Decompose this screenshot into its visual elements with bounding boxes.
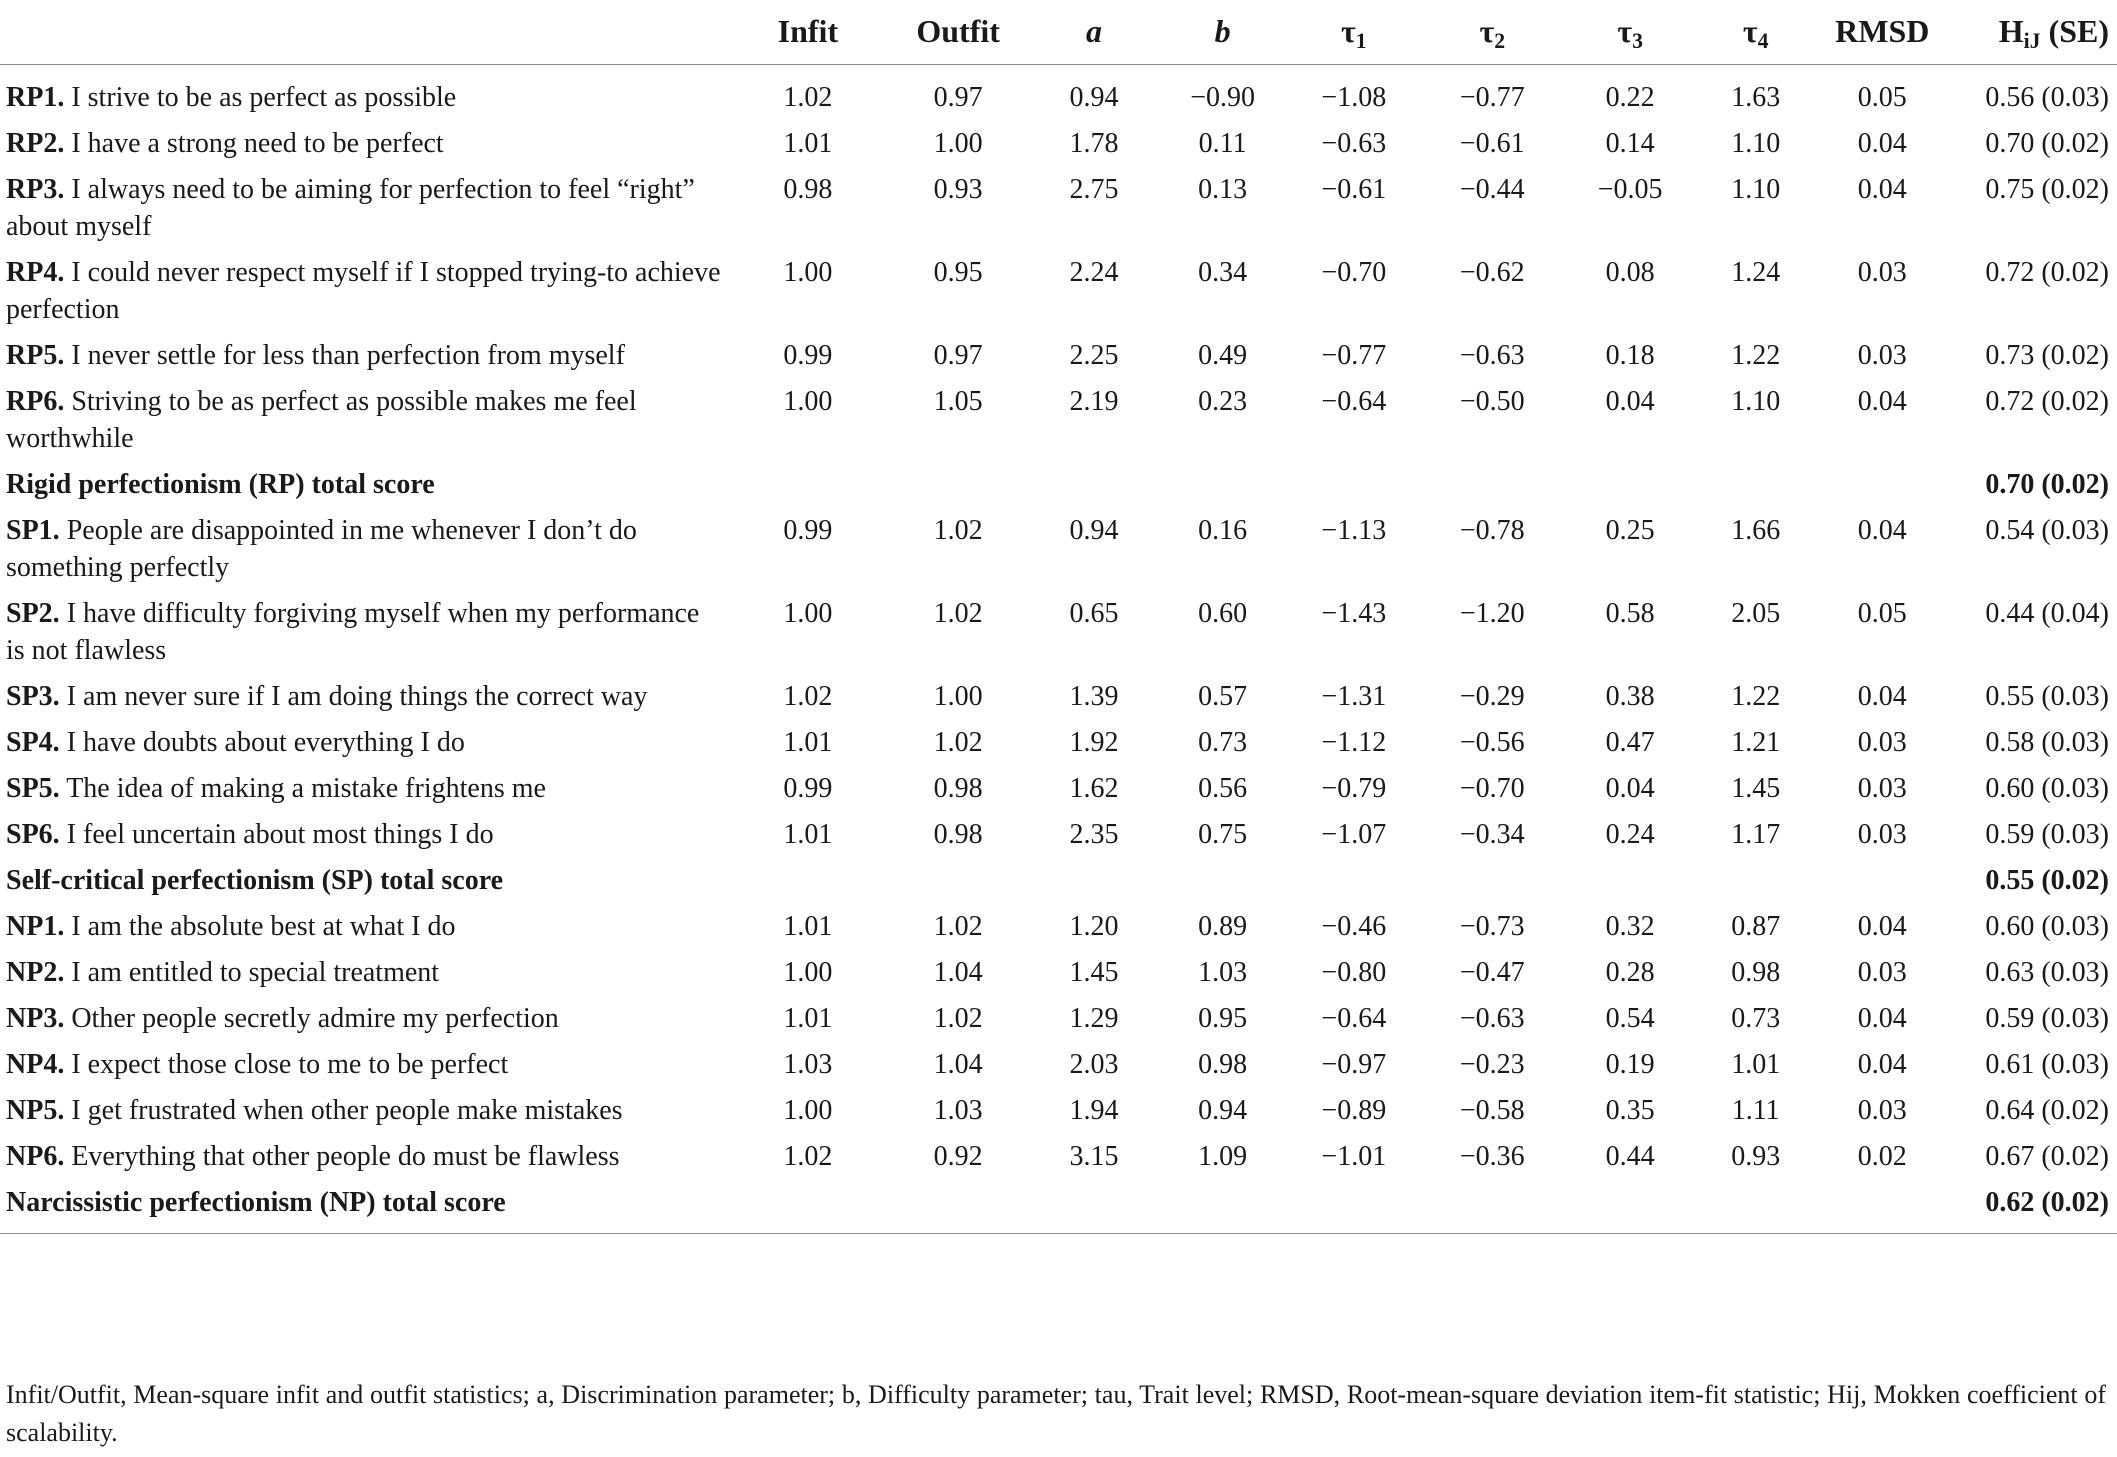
infit-cell: 1.02 (783, 681, 833, 712)
rmsd-cell: 0.04 (1857, 681, 1907, 712)
a-cell: 1.92 (1069, 727, 1119, 758)
tau3-cell: 0.19 (1605, 1049, 1655, 1080)
item-code: SP1. (6, 515, 60, 546)
item-text: People are disappointed in me whenever I don’t do something perfectly (6, 515, 637, 583)
a-cell: 0.94 (1069, 515, 1119, 546)
table-row (0, 167, 2117, 250)
tau1-cell: −1.31 (1321, 681, 1387, 712)
rmsd-cell: 0.04 (1857, 128, 1907, 159)
outfit-cell: 1.02 (933, 598, 983, 629)
rmsd-cell: 0.05 (1857, 598, 1907, 629)
item-code: NP5. (6, 1095, 65, 1126)
total-hij-sp: 0.55 (0.02) (1985, 865, 2109, 896)
item-cell (0, 812, 727, 858)
item-text: I am never sure if I am doing things the correct way (66, 681, 648, 712)
total-row-np (0, 1180, 2117, 1234)
a-cell: 3.15 (1069, 1141, 1119, 1172)
table-row (0, 250, 2117, 333)
item-cell (0, 333, 727, 379)
b-cell: 0.11 (1198, 128, 1247, 159)
outfit-cell: 1.02 (933, 515, 983, 546)
tau3-cell: 0.22 (1605, 82, 1655, 113)
tau4-cell: 1.10 (1731, 386, 1781, 417)
rmsd-cell: 0.04 (1857, 174, 1907, 205)
outfit-cell: 0.97 (933, 82, 983, 113)
hij-cell: 0.72 (0.02) (1985, 386, 2109, 417)
infit-cell: 1.01 (783, 911, 833, 942)
a-cell: 0.65 (1069, 598, 1119, 629)
tau2-cell: −0.63 (1459, 1003, 1525, 1034)
tau4-cell: 0.87 (1731, 911, 1781, 942)
item-cell (0, 65, 727, 122)
item-text: The idea of making a mistake frightens me (66, 773, 546, 804)
table-row (0, 766, 2117, 812)
tau4-cell: 1.22 (1731, 681, 1781, 712)
a-cell: 1.20 (1069, 911, 1119, 942)
tau3-cell: 0.24 (1605, 819, 1655, 850)
item-cell (0, 904, 727, 950)
b-cell: 0.34 (1198, 257, 1248, 288)
tau1-cell: −0.77 (1321, 340, 1387, 371)
table-row (0, 1134, 2117, 1180)
header-tau3-symbol: τ (1617, 12, 1633, 49)
tau3-cell: 0.35 (1605, 1095, 1655, 1126)
total-label-np: Narcissistic perfectionism (NP) total score (0, 1180, 1952, 1234)
item-text: I am entitled to special treatment (71, 957, 440, 988)
item-text: I never settle for less than perfection from myself (71, 340, 625, 371)
item-cell (0, 167, 727, 250)
outfit-cell: 1.04 (933, 1049, 983, 1080)
header-tau1 (1284, 0, 1423, 65)
infit-cell: 1.01 (783, 128, 833, 159)
item-cell (0, 766, 727, 812)
item-cell (0, 591, 727, 674)
b-cell: 0.56 (1198, 773, 1248, 804)
tau3-cell: 0.28 (1605, 957, 1655, 988)
header-a: a (1027, 0, 1161, 65)
b-cell: 0.89 (1198, 911, 1248, 942)
table-row (0, 720, 2117, 766)
hij-cell: 0.67 (0.02) (1985, 1141, 2109, 1172)
tau4-cell: 1.01 (1731, 1049, 1781, 1080)
rmsd-cell: 0.04 (1857, 515, 1907, 546)
item-cell (0, 379, 727, 462)
tau1-cell: −0.64 (1321, 386, 1387, 417)
tau4-cell: 1.24 (1731, 257, 1781, 288)
infit-cell: 1.00 (783, 598, 833, 629)
rmsd-cell: 0.03 (1857, 727, 1907, 758)
b-cell: 0.75 (1198, 819, 1248, 850)
hij-cell: 0.60 (0.03) (1985, 911, 2109, 942)
rmsd-cell: 0.03 (1857, 1095, 1907, 1126)
item-code: NP4. (6, 1049, 65, 1080)
item-text: I feel uncertain about most things I do (66, 819, 494, 850)
b-cell: 0.49 (1198, 340, 1248, 371)
item-code: NP2. (6, 957, 65, 988)
tau3-cell: 0.47 (1605, 727, 1655, 758)
tau1-cell: −1.08 (1321, 82, 1387, 113)
tau4-cell: 1.10 (1731, 174, 1781, 205)
b-cell: −0.90 (1190, 82, 1255, 113)
infit-cell: 0.99 (783, 773, 833, 804)
hij-cell: 0.61 (0.03) (1985, 1049, 2109, 1080)
item-cell (0, 996, 727, 1042)
rmsd-cell: 0.03 (1857, 257, 1907, 288)
b-cell: 0.60 (1198, 598, 1248, 629)
tau1-cell: −0.80 (1321, 957, 1387, 988)
item-cell (0, 121, 727, 167)
a-cell: 1.78 (1069, 128, 1119, 159)
hij-cell: 0.58 (0.03) (1985, 727, 2109, 758)
a-cell: 0.94 (1069, 82, 1119, 113)
infit-cell: 1.00 (783, 386, 833, 417)
item-text: Other people secretly admire my perfection (71, 1003, 559, 1034)
header-hij-symbol: H (1998, 12, 2024, 49)
tau3-cell: 0.44 (1605, 1141, 1655, 1172)
b-cell: 1.09 (1198, 1141, 1248, 1172)
hij-cell: 0.70 (0.02) (1985, 128, 2109, 159)
tau1-cell: −1.01 (1321, 1141, 1387, 1172)
item-code: SP5. (6, 773, 60, 804)
hij-cell: 0.54 (0.03) (1985, 515, 2109, 546)
table-row (0, 674, 2117, 720)
tau4-cell: 1.21 (1731, 727, 1781, 758)
hij-cell: 0.72 (0.02) (1985, 257, 2109, 288)
tau3-cell: 0.04 (1605, 386, 1655, 417)
table-row (0, 950, 2117, 996)
header-b: b (1161, 0, 1285, 65)
tau1-cell: −1.12 (1321, 727, 1387, 758)
item-cell (0, 674, 727, 720)
b-cell: 0.16 (1198, 515, 1248, 546)
header-hij-sub: iJ (2023, 28, 2041, 53)
tau4-cell: 1.10 (1731, 128, 1781, 159)
infit-cell: 1.01 (783, 727, 833, 758)
tau4-cell: 1.11 (1731, 1095, 1780, 1126)
item-code: NP3. (6, 1003, 65, 1034)
outfit-cell: 0.95 (933, 257, 983, 288)
outfit-cell: 1.00 (933, 681, 983, 712)
tau3-cell: 0.18 (1605, 340, 1655, 371)
outfit-cell: 0.97 (933, 340, 983, 371)
item-code: NP1. (6, 911, 65, 942)
b-cell: 0.13 (1198, 174, 1248, 205)
item-text: I have difficulty forgiving myself when my performance is not flawless (6, 598, 700, 666)
table-row (0, 65, 2117, 122)
item-cell (0, 508, 727, 591)
outfit-cell: 0.93 (933, 174, 983, 205)
tau1-cell: −0.97 (1321, 1049, 1387, 1080)
tau2-cell: −0.70 (1459, 773, 1525, 804)
outfit-cell: 1.04 (933, 957, 983, 988)
header-tau3 (1561, 0, 1699, 65)
tau4-cell: 0.98 (1731, 957, 1781, 988)
item-cell (0, 1042, 727, 1088)
b-cell: 1.03 (1198, 957, 1248, 988)
infit-cell: 1.00 (783, 957, 833, 988)
table-row (0, 121, 2117, 167)
item-cell (0, 1088, 727, 1134)
infit-cell: 1.01 (783, 819, 833, 850)
outfit-cell: 1.00 (933, 128, 983, 159)
tau2-cell: −0.47 (1459, 957, 1525, 988)
a-cell: 2.25 (1069, 340, 1119, 371)
tau1-cell: −1.07 (1321, 819, 1387, 850)
tau2-cell: −0.62 (1459, 257, 1525, 288)
hij-cell: 0.75 (0.02) (1985, 174, 2109, 205)
header-tau1-sub: 1 (1355, 28, 1367, 53)
rmsd-cell: 0.02 (1857, 1141, 1907, 1172)
tau1-cell: −0.63 (1321, 128, 1387, 159)
item-code: RP1. (6, 82, 65, 113)
tau2-cell: −0.63 (1459, 340, 1525, 371)
table-row (0, 812, 2117, 858)
item-code: RP4. (6, 257, 65, 288)
table-row (0, 379, 2117, 462)
header-tau2 (1423, 0, 1561, 65)
tau2-cell: −0.56 (1459, 727, 1525, 758)
table-row (0, 996, 2117, 1042)
tau2-cell: −0.73 (1459, 911, 1525, 942)
infit-cell: 0.99 (783, 340, 833, 371)
b-cell: 0.94 (1198, 1095, 1248, 1126)
rmsd-cell: 0.04 (1857, 1049, 1907, 1080)
tau1-cell: −0.79 (1321, 773, 1387, 804)
item-code: SP4. (6, 727, 60, 758)
item-text: Striving to be as perfect as possible makes me feel worthwhile (6, 386, 637, 454)
hij-cell: 0.64 (0.02) (1985, 1095, 2109, 1126)
item-cell (0, 250, 727, 333)
tau4-cell: 1.22 (1731, 340, 1781, 371)
tau3-cell: −0.05 (1597, 174, 1663, 205)
outfit-cell: 1.02 (933, 727, 983, 758)
tau3-cell: 0.58 (1605, 598, 1655, 629)
table-row (0, 904, 2117, 950)
b-cell: 0.95 (1198, 1003, 1248, 1034)
tau2-cell: −0.44 (1459, 174, 1525, 205)
tau1-cell: −1.43 (1321, 598, 1387, 629)
item-text: Everything that other people do must be flawless (71, 1141, 620, 1172)
table-row (0, 1088, 2117, 1134)
header-tau4-sub: 4 (1757, 28, 1769, 53)
a-cell: 1.39 (1069, 681, 1119, 712)
table-row (0, 333, 2117, 379)
rmsd-cell: 0.05 (1857, 82, 1907, 113)
tau3-cell: 0.25 (1605, 515, 1655, 546)
rmsd-cell: 0.04 (1857, 911, 1907, 942)
hij-cell: 0.55 (0.03) (1985, 681, 2109, 712)
rmsd-cell: 0.04 (1857, 386, 1907, 417)
outfit-cell: 1.03 (933, 1095, 983, 1126)
tau2-cell: −0.50 (1459, 386, 1525, 417)
item-code: SP3. (6, 681, 60, 712)
table-row (0, 508, 2117, 591)
b-cell: 0.57 (1198, 681, 1248, 712)
tau2-cell: −0.34 (1459, 819, 1525, 850)
a-cell: 2.35 (1069, 819, 1119, 850)
tau1-cell: −0.61 (1321, 174, 1387, 205)
table-row (0, 1042, 2117, 1088)
header-tau1-symbol: τ (1341, 12, 1356, 49)
infit-cell: 0.99 (783, 515, 833, 546)
header-infit: Infit (727, 0, 890, 65)
a-cell: 1.29 (1069, 1003, 1119, 1034)
a-cell: 2.03 (1069, 1049, 1119, 1080)
tau3-cell: 0.32 (1605, 911, 1655, 942)
item-cell (0, 720, 727, 766)
tau3-cell: 0.54 (1605, 1003, 1655, 1034)
item-code: RP6. (6, 386, 65, 417)
b-cell: 0.23 (1198, 386, 1248, 417)
total-hij-rp: 0.70 (0.02) (1985, 469, 2109, 500)
hij-cell: 0.59 (0.03) (1985, 819, 2109, 850)
hij-cell: 0.60 (0.03) (1985, 773, 2109, 804)
header-item (0, 0, 727, 65)
outfit-cell: 1.05 (933, 386, 983, 417)
tau2-cell: −0.78 (1459, 515, 1525, 546)
tau4-cell: 0.73 (1731, 1003, 1781, 1034)
item-code: NP6. (6, 1141, 65, 1172)
b-cell: 0.98 (1198, 1049, 1248, 1080)
item-text: I have a strong need to be perfect (71, 128, 444, 159)
a-cell: 1.62 (1069, 773, 1119, 804)
tau4-cell: 1.17 (1731, 819, 1781, 850)
item-text: I expect those close to me to be perfect (71, 1049, 509, 1080)
infit-cell: 1.01 (783, 1003, 833, 1034)
a-cell: 1.45 (1069, 957, 1119, 988)
header-tau2-symbol: τ (1479, 12, 1495, 49)
header-outfit: Outfit (889, 0, 1027, 65)
item-text: I always need to be aiming for perfection to feel “right” about myself (6, 174, 695, 242)
tau1-cell: −1.13 (1321, 515, 1387, 546)
hij-cell: 0.56 (0.03) (1985, 82, 2109, 113)
tau3-cell: 0.14 (1605, 128, 1655, 159)
total-row-rp (0, 462, 2117, 508)
outfit-cell: 0.98 (933, 773, 983, 804)
total-label-sp: Self-critical perfectionism (SP) total score (6, 865, 504, 896)
tau2-cell: −0.29 (1459, 681, 1525, 712)
item-text: I could never respect myself if I stopped trying-to achieve perfection (6, 257, 721, 325)
header-rmsd: RMSD (1812, 0, 1952, 65)
tau2-cell: −1.20 (1459, 598, 1525, 629)
tau2-cell: −0.36 (1459, 1141, 1525, 1172)
infit-cell: 0.98 (783, 174, 833, 205)
tau4-cell: 1.66 (1731, 515, 1781, 546)
outfit-cell: 1.02 (933, 1003, 983, 1034)
total-hij-np: 0.62 (0.02) (1952, 1180, 2117, 1234)
tau1-cell: −0.46 (1321, 911, 1387, 942)
table-row (0, 591, 2117, 674)
tau1-cell: −0.64 (1321, 1003, 1387, 1034)
header-tau3-sub: 3 (1632, 28, 1643, 53)
a-cell: 2.19 (1069, 386, 1119, 417)
item-text: I am the absolute best at what I do (71, 911, 456, 942)
item-text: I have doubts about everything I do (66, 727, 465, 758)
a-cell: 2.75 (1069, 174, 1119, 205)
outfit-cell: 0.98 (933, 819, 983, 850)
rmsd-cell: 0.03 (1857, 773, 1907, 804)
hij-cell: 0.59 (0.03) (1985, 1003, 2109, 1034)
tau3-cell: 0.08 (1605, 257, 1655, 288)
header-tau4 (1699, 0, 1812, 65)
tau4-cell: 1.63 (1731, 82, 1781, 113)
tau2-cell: −0.77 (1459, 82, 1525, 113)
outfit-cell: 0.92 (933, 1141, 983, 1172)
hij-cell: 0.73 (0.02) (1985, 340, 2109, 371)
b-cell: 0.73 (1198, 727, 1248, 758)
tau3-cell: 0.38 (1605, 681, 1655, 712)
tau2-cell: −0.23 (1459, 1049, 1525, 1080)
rmsd-cell: 0.03 (1857, 957, 1907, 988)
tau3-cell: 0.04 (1605, 773, 1655, 804)
infit-cell: 1.00 (783, 1095, 833, 1126)
rmsd-cell: 0.03 (1857, 819, 1907, 850)
item-text: I get frustrated when other people make mistakes (71, 1095, 623, 1126)
infit-cell: 1.00 (783, 257, 833, 288)
header-row (0, 0, 2117, 65)
infit-cell: 1.02 (783, 82, 833, 113)
table-footnote: Infit/Outfit, Mean-square infit and outfit statistics; a, Discrimination parameter; b, Difficulty parameter; tau, Trait level; RMSD, Root-mean-square deviation item-fit statistic; Hij, Mokken coefficient of scalability. (6, 1380, 2106, 1447)
header-hij (1952, 0, 2117, 65)
item-code: SP2. (6, 598, 60, 629)
item-cell (0, 950, 727, 996)
header-hij-suffix: (SE) (2040, 12, 2109, 49)
item-cell (0, 1134, 727, 1180)
header-tau4-symbol: τ (1742, 12, 1758, 49)
rmsd-cell: 0.04 (1857, 1003, 1907, 1034)
item-code: RP3. (6, 174, 65, 205)
infit-cell: 1.03 (783, 1049, 833, 1080)
total-row-sp (0, 858, 2117, 904)
tau4-cell: 1.45 (1731, 773, 1781, 804)
a-cell: 2.24 (1069, 257, 1119, 288)
tau4-cell: 2.05 (1731, 598, 1781, 629)
hij-cell: 0.44 (0.04) (1985, 598, 2109, 629)
item-code: RP2. (6, 128, 65, 159)
outfit-cell: 1.02 (933, 911, 983, 942)
item-text: I strive to be as perfect as possible (71, 82, 457, 113)
hij-cell: 0.63 (0.03) (1985, 957, 2109, 988)
item-code: SP6. (6, 819, 60, 850)
tau2-cell: −0.58 (1459, 1095, 1525, 1126)
tau1-cell: −0.89 (1321, 1095, 1387, 1126)
header-tau2-sub: 2 (1494, 28, 1506, 53)
tau4-cell: 0.93 (1731, 1141, 1781, 1172)
item-code: RP5. (6, 340, 65, 371)
tau2-cell: −0.61 (1459, 128, 1525, 159)
rmsd-cell: 0.03 (1857, 340, 1907, 371)
total-label-rp: Rigid perfectionism (RP) total score (6, 469, 435, 500)
tau1-cell: −0.70 (1321, 257, 1387, 288)
infit-cell: 1.02 (783, 1141, 833, 1172)
a-cell: 1.94 (1069, 1095, 1119, 1126)
